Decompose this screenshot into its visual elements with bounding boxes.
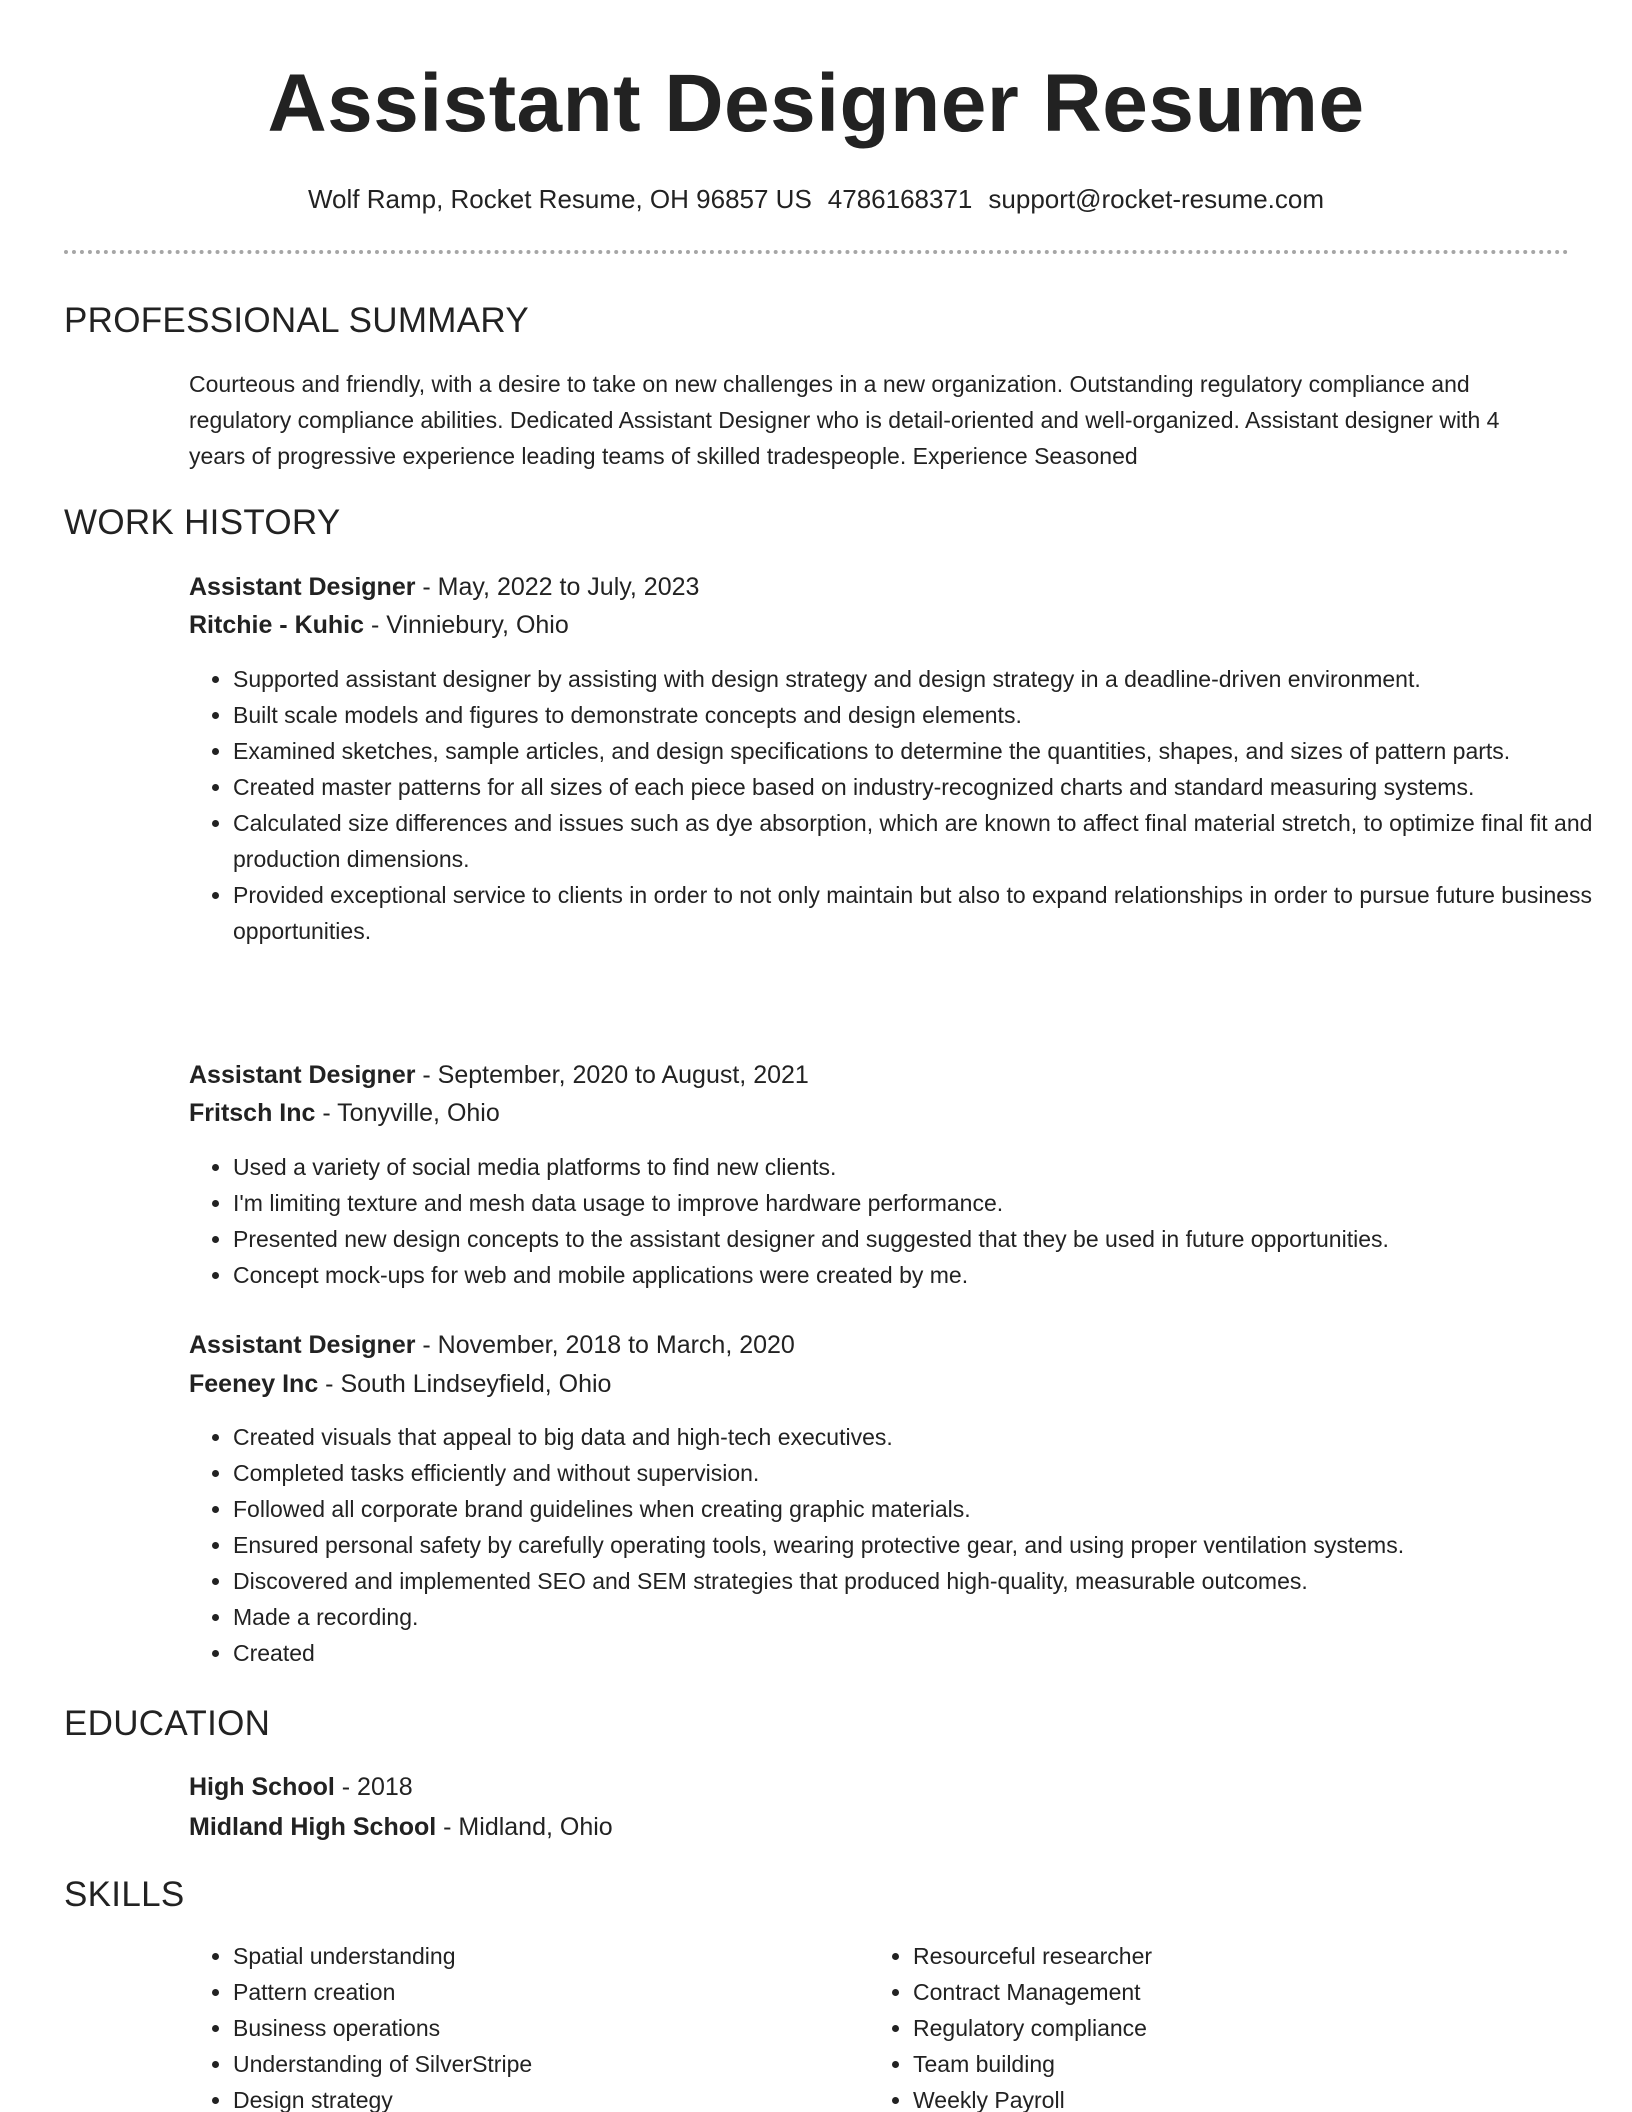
list-item: • Ensured personal safety by carefully operating tools, wearing protective gear, and using proper ventilation systems. bbox=[233, 1527, 1603, 1563]
section-title-summary: PROFESSIONAL SUMMARY bbox=[64, 301, 529, 340]
list-item: • Created visuals that appeal to big data and high-tech executives. bbox=[233, 1419, 1603, 1455]
job-3-company-line bbox=[189, 1367, 611, 1401]
page-title: Assistant Designer Resume bbox=[267, 58, 1365, 149]
job-1-title: Assistant Designer bbox=[189, 573, 416, 601]
skills-list-right bbox=[869, 1938, 1533, 2112]
list-item: • Weekly Payroll bbox=[913, 2082, 1533, 2112]
job-1-company-line bbox=[189, 608, 569, 642]
job-1-title-line bbox=[189, 570, 699, 604]
contact-email[interactable]: support@rocket-resume.com bbox=[988, 184, 1325, 214]
list-item: • Followed all corporate brand guidelines when creating graphic materials. bbox=[233, 1491, 1603, 1527]
skills-list-left bbox=[189, 1938, 853, 2112]
job-2-company: Fritsch Inc bbox=[189, 1099, 316, 1127]
job-2-location: - Tonyville, Ohio bbox=[315, 1099, 500, 1127]
education-year: - 2018 bbox=[334, 1773, 413, 1801]
list-item: • Concept mock-ups for web and mobile applications were created by me. bbox=[233, 1257, 1603, 1293]
list-item: • I'm limiting texture and mesh data usage to improve hardware performance. bbox=[233, 1185, 1603, 1221]
section-title-skills: SKILLS bbox=[64, 1875, 185, 1914]
job-3-company: Feeney Inc bbox=[189, 1370, 319, 1398]
job-3-bullets bbox=[189, 1419, 1603, 1671]
list-item: • Contract Management bbox=[913, 1974, 1533, 2010]
list-item: • Discovered and implemented SEO and SEM strategies that produced high-quality, measurable outcomes. bbox=[233, 1563, 1603, 1599]
list-item: • Understanding of SilverStripe bbox=[233, 2046, 853, 2082]
job-3-title-line bbox=[189, 1328, 795, 1362]
list-item: • Created master patterns for all sizes of each piece based on industry-recognized charts and standard measuring systems. bbox=[233, 769, 1603, 805]
job-3-dates: - November, 2018 to March, 2020 bbox=[415, 1331, 795, 1359]
list-item: • Presented new design concepts to the assistant designer and suggested that they be used in future opportunities. bbox=[233, 1221, 1603, 1257]
job-2-company-line bbox=[189, 1096, 500, 1130]
job-3-title: Assistant Designer bbox=[189, 1331, 416, 1359]
job-3-location: - South Lindseyfield, Ohio bbox=[318, 1370, 612, 1398]
job-1-bullets bbox=[189, 661, 1603, 949]
job-1-company: Ritchie - Kuhic bbox=[189, 611, 365, 639]
list-item: • Used a variety of social media platforms to find new clients. bbox=[233, 1149, 1603, 1185]
list-item: • Team building bbox=[913, 2046, 1533, 2082]
list-item: • Supported assistant designer by assisting with design strategy and design strategy in a deadline-driven environment. bbox=[233, 661, 1603, 697]
list-item: • Built scale models and figures to demonstrate concepts and design elements. bbox=[233, 697, 1603, 733]
header-divider bbox=[64, 250, 1569, 254]
education-school-line bbox=[189, 1810, 613, 1844]
contact-line bbox=[0, 182, 1632, 216]
job-2-title: Assistant Designer bbox=[189, 1061, 416, 1089]
section-title-education: EDUCATION bbox=[64, 1704, 271, 1743]
list-item: • Examined sketches, sample articles, and design specifications to determine the quantities, shapes, and sizes of pattern parts. bbox=[233, 733, 1603, 769]
list-item: • Created bbox=[233, 1635, 1603, 1671]
list-item: • Resourceful researcher bbox=[913, 1938, 1533, 1974]
contact-address: Wolf Ramp, Rocket Resume, OH 96857 US bbox=[307, 184, 812, 214]
list-item: • Completed tasks efficiently and without supervision. bbox=[233, 1455, 1603, 1491]
job-2-bullets bbox=[189, 1149, 1603, 1293]
list-item: • Business operations bbox=[233, 2010, 853, 2046]
job-1-dates: - May, 2022 to July, 2023 bbox=[415, 573, 700, 601]
list-item: • Regulatory compliance bbox=[913, 2010, 1533, 2046]
contact-phone: 4786168371 bbox=[827, 184, 973, 214]
job-1-location: - Vinniebury, Ohio bbox=[364, 611, 569, 639]
list-item: • Calculated size differences and issues such as dye absorption, which are known to affect final material stretch, to optimize final fit and production dimensions. bbox=[233, 805, 1603, 877]
education-degree-line bbox=[189, 1770, 413, 1804]
summary-text: Courteous and friendly, with a desire to take on new challenges in a new organization. Outstanding regulatory compliance and regulatory compliance abilities. Dedicated Assistant Designer who is detail-oriented and well-organized. Assistant designer with 4 years of progressive experience leading teams of skilled tradespeople. Experience Seasoned bbox=[189, 371, 1500, 469]
section-title-work-history: WORK HISTORY bbox=[64, 503, 341, 542]
education-school: Midland High School bbox=[189, 1813, 437, 1841]
education-degree: High School bbox=[189, 1773, 335, 1801]
job-2-dates: - September, 2020 to August, 2021 bbox=[415, 1061, 809, 1089]
list-item: • Pattern creation bbox=[233, 1974, 853, 2010]
list-item: • Spatial understanding bbox=[233, 1938, 853, 1974]
list-item: • Made a recording. bbox=[233, 1599, 1603, 1635]
education-location: - Midland, Ohio bbox=[436, 1813, 613, 1841]
list-item: • Provided exceptional service to clients in order to not only maintain but also to expand relationships in order to pursue future business opportunities. bbox=[233, 877, 1603, 949]
job-2-title-line bbox=[189, 1058, 809, 1092]
list-item: • Design strategy bbox=[233, 2082, 853, 2112]
